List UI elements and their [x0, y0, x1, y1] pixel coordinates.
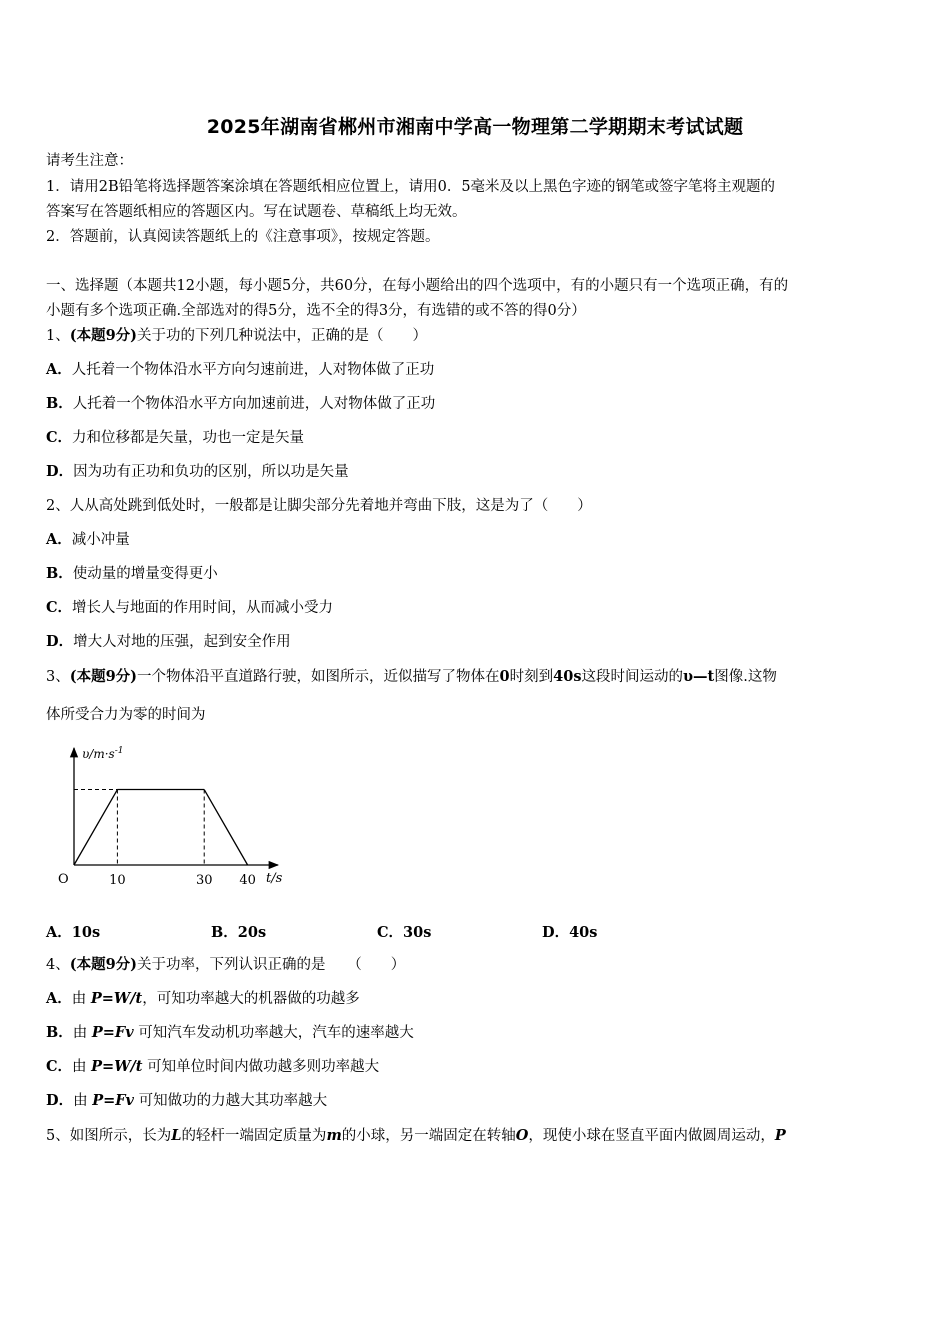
series-segment	[74, 790, 117, 865]
question-4-option-d	[46, 1092, 327, 1110]
question-3-option-b	[211, 921, 266, 942]
option-label: D．	[46, 633, 74, 650]
option-text: 增大人对地的压强，起到安全作用	[73, 634, 291, 650]
x-tick-label: 30	[195, 873, 213, 888]
question-text: 5、如图所示，长为	[46, 1128, 172, 1144]
option-label: C．	[46, 429, 73, 446]
x-tick-label: 10	[109, 873, 126, 888]
question-symbol: L	[171, 1127, 182, 1144]
option-label: A．	[46, 361, 72, 378]
question-5-stem	[46, 1127, 786, 1145]
question-symbol: P	[774, 1127, 786, 1144]
question-symbol: O	[515, 1127, 529, 1144]
option-label: B．	[211, 924, 238, 941]
question-score: (本题9分)	[69, 668, 138, 685]
question-1-option-b	[46, 395, 435, 413]
question-1-stem	[46, 327, 427, 345]
question-1-option-a	[46, 361, 434, 379]
notice-heading: 请考生注意：	[46, 153, 133, 169]
option-label: C．	[377, 924, 404, 941]
question-1-option-d	[46, 463, 349, 481]
option-formula: P=W/t	[90, 990, 143, 1007]
section-header: 小题有多个选项正确.全部选对的得5分，选不全的得3分，有选错的或不答的得0分）	[46, 303, 586, 319]
option-label: A．	[46, 924, 72, 941]
option-text: 人托着一个物体沿水平方向加速前进，人对物体做了正功	[72, 396, 436, 412]
question-value: 0	[499, 668, 510, 685]
option-text: 30s	[403, 924, 432, 941]
question-number: 1、	[46, 328, 70, 344]
question-symbol: m	[326, 1127, 342, 1144]
question-4-option-b	[46, 1024, 414, 1042]
y-axis-label: $\upsilon/m\cdot s^{-1}$	[82, 746, 124, 761]
option-text: 使动量的增量变得更小	[72, 566, 218, 582]
question-text: 时刻到	[509, 669, 554, 685]
question-number: 3、	[46, 669, 70, 685]
option-text: ，可知功率越大的机器做的功越多	[142, 991, 360, 1007]
y-axis-label-sup: -1	[114, 746, 124, 756]
option-label: D．	[46, 463, 74, 480]
option-formula: P=Fv	[91, 1024, 134, 1041]
question-number: 4、	[46, 957, 70, 973]
option-label: B．	[46, 1024, 73, 1041]
series-segment	[204, 790, 247, 865]
question-3-option-a	[46, 921, 100, 942]
option-text: 力和位移都是矢量，功也一定是矢量	[72, 430, 305, 446]
option-label: A．	[46, 531, 72, 548]
question-text: 关于功的下列几种说法中，正确的是（ ）	[137, 328, 428, 344]
question-text: 的轻杆一端固定质量为	[181, 1128, 327, 1144]
question-value: 40s	[553, 668, 582, 685]
question-3-stem-line2: 体所受合力为零的时间为	[46, 707, 206, 723]
option-label: A．	[46, 990, 72, 1007]
option-label: C．	[46, 1058, 73, 1075]
option-text: 10s	[71, 924, 101, 941]
question-4-option-a	[46, 990, 360, 1008]
question-1-option-c	[46, 429, 304, 447]
notice-item: 答案写在答题纸相应的答题区内。写在试题卷、草稿纸上均无效。	[46, 204, 467, 220]
question-value: υ—t	[682, 668, 715, 685]
option-text: 人托着一个物体沿水平方向匀速前进，人对物体做了正功	[71, 362, 435, 378]
question-score: (本题9分)	[69, 327, 138, 344]
question-text: 关于功率，下列认识正确的是 （ ）	[137, 957, 406, 973]
question-2-stem: 2、人从高处跳到低处时，一般都是让脚尖部分先着地并弯曲下肢，这是为了（ ）	[46, 498, 592, 514]
x-tick-label: 40	[239, 873, 256, 888]
option-text: 由	[72, 1025, 92, 1041]
section-header: 一、选择题（本题共12小题，每小题5分，共60分，在每小题给出的四个选项中，有的小题只有一个选项正确，有的	[46, 278, 789, 294]
x-axis-label: t/s	[266, 871, 283, 886]
notice-item: 1．请用2B铅笔将选择题答案涂填在答题纸相应位置上，请用0．5毫米及以上黑色字迹的钢笔或签字笔将主观题的	[46, 179, 776, 195]
question-4-option-c	[46, 1058, 379, 1076]
question-text: 图像.这物	[714, 669, 777, 685]
question-2-option-d	[46, 633, 291, 651]
option-text: 由	[72, 1059, 92, 1075]
option-text: 因为功有正功和负功的区别，所以功是矢量	[73, 464, 349, 480]
option-text: 可知单位时间内做功越多则功率越大	[142, 1059, 380, 1075]
option-label: C．	[46, 599, 73, 616]
question-text: 这段时间运动的	[581, 669, 683, 685]
question-text: ，现使小球在竖直平面内做圆周运动，	[528, 1128, 775, 1144]
option-label: B．	[46, 395, 73, 412]
option-text: 可知做功的力越大其功率越大	[133, 1093, 328, 1109]
question-text: 一个物体沿平直道路行驶，如图所示，近似描写了物体在	[137, 669, 500, 685]
option-text: 可知汽车发动机功率越大，汽车的速率越大	[133, 1025, 414, 1041]
option-text: 由	[73, 1093, 93, 1109]
question-3-option-c	[377, 921, 431, 942]
question-4-stem	[46, 956, 405, 974]
option-text: 由	[71, 991, 91, 1007]
option-formula: P=W/t	[91, 1058, 143, 1075]
page-title: 2025年湖南省郴州市湘南中学高一物理第二学期期末考试试题	[206, 116, 744, 138]
option-text: 增长人与地面的作用时间，从而减小受力	[72, 600, 334, 616]
option-formula: P=Fv	[92, 1092, 134, 1109]
option-label: D．	[46, 1092, 74, 1109]
option-text: 40s	[569, 924, 598, 941]
question-2-option-a	[46, 531, 130, 549]
origin-label: O	[58, 872, 69, 887]
question-3-option-d	[542, 921, 597, 942]
question-score: (本题9分)	[69, 956, 138, 973]
question-2-option-b	[46, 565, 218, 583]
option-text: 20s	[237, 924, 267, 941]
option-label: B．	[46, 565, 73, 582]
option-text: 减小冲量	[71, 532, 130, 548]
option-label: D．	[542, 924, 570, 941]
question-2-option-c	[46, 599, 333, 617]
question-3-stem	[46, 668, 777, 686]
vt-graph	[50, 742, 290, 892]
question-text: 的小球，另一端固定在转轴	[341, 1128, 516, 1144]
notice-item: 2．答题前，认真阅读答题纸上的《注意事项》，按规定答题。	[46, 229, 440, 245]
